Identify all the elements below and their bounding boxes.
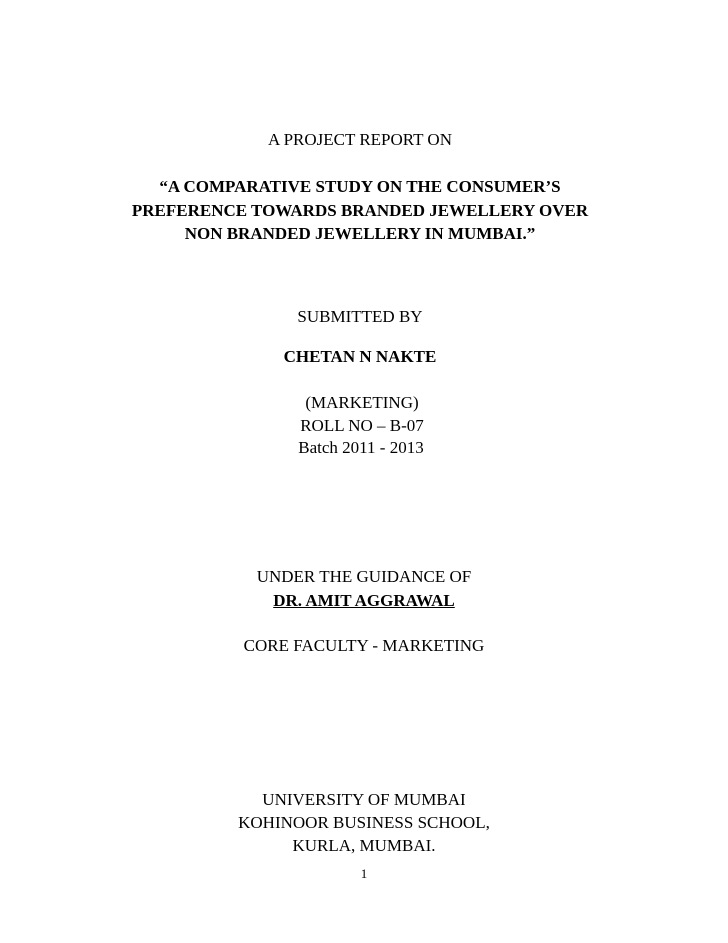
page-number: 1 — [360, 866, 368, 881]
report-title-line-3: NON BRANDED JEWELLERY IN MUMBAI.” — [184, 224, 536, 243]
report-title-line-2: PREFERENCE TOWARDS BRANDED JEWELLERY OVER — [131, 201, 589, 220]
submitted-by-label: SUBMITTED BY — [297, 307, 423, 326]
guide-designation: CORE FACULTY - MARKETING — [243, 636, 485, 655]
guidance-label: UNDER THE GUIDANCE OF — [256, 567, 472, 586]
student-roll-no: ROLL NO – B-07 — [300, 416, 424, 435]
institution-line-1: UNIVERSITY OF MUMBAI — [262, 790, 466, 809]
institution-line-2: KOHINOOR BUSINESS SCHOOL, — [238, 813, 490, 832]
student-specialization: (MARKETING) — [305, 393, 419, 412]
report-heading: A PROJECT REPORT ON — [268, 130, 452, 149]
student-name: CHETAN N NAKTE — [283, 347, 437, 366]
report-title-line-1: “A COMPARATIVE STUDY ON THE CONSUMER’S — [159, 177, 561, 196]
institution-line-3: KURLA, MUMBAI. — [292, 836, 436, 855]
student-batch: Batch 2011 - 2013 — [298, 438, 424, 457]
guide-name: DR. AMIT AGGRAWAL — [273, 591, 455, 610]
